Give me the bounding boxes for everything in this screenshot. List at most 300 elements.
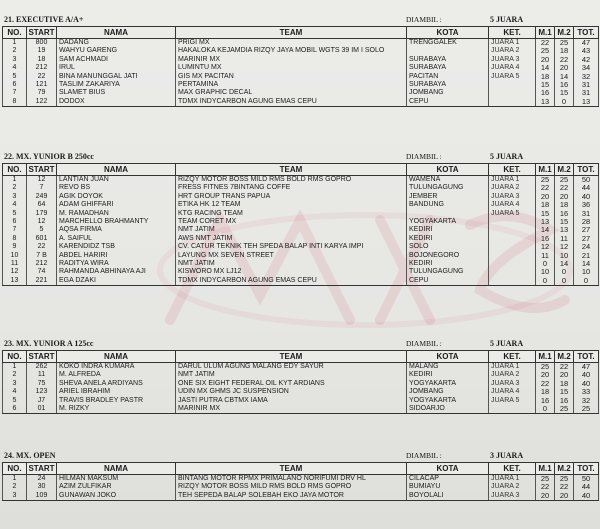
cell-nama: M. ALFREDA <box>57 371 176 379</box>
cell-start: 79 <box>27 89 57 97</box>
cell-tot: 27 <box>574 226 599 234</box>
col-tot-header: TOT. <box>574 351 599 363</box>
col-nama-header: NAMA <box>57 27 176 39</box>
cell-no: 2 <box>3 184 27 192</box>
cell-tot: 50 <box>574 475 599 484</box>
table-row <box>3 210 599 218</box>
cell-m2: 20 <box>555 371 574 379</box>
cell-ket <box>489 252 536 260</box>
cell-no: 5 <box>3 397 27 405</box>
cell-m1: 10 <box>536 268 555 276</box>
category-section-open <box>2 449 598 501</box>
cell-m2: 14 <box>555 73 574 81</box>
table-row <box>3 388 599 396</box>
cell-m2: 16 <box>555 210 574 218</box>
col-team-header: TEAM <box>176 164 407 176</box>
cell-start: 262 <box>27 363 57 372</box>
cell-no: 5 <box>3 73 27 81</box>
category-section-yunior-a <box>2 337 598 414</box>
cell-team: KISWORO MX LJ12 <box>176 268 407 276</box>
cell-m1: 20 <box>536 492 555 501</box>
cell-tot: 42 <box>574 56 599 64</box>
cell-m2: 25 <box>555 475 574 484</box>
table-row <box>3 218 599 226</box>
cell-team: DARUL ULUM AGUNG MALANG EDY SAYUR <box>176 363 407 372</box>
col-no-header: NO. <box>3 27 27 39</box>
cell-m2: 16 <box>555 397 574 405</box>
cell-team: HAKALOKA KEJAMDIA RIZQY JAYA MOBIL WGTS 39 IM I SOLO <box>176 47 407 55</box>
cell-team: AWS NMT JATIM <box>176 235 407 243</box>
cell-team: MAX GRAPHIC DECAL <box>176 89 407 97</box>
cell-start: 74 <box>27 268 57 276</box>
diambil-label: DIAMBIL : <box>406 152 442 161</box>
cell-nama: KARENDIDZ TSB <box>57 243 176 251</box>
diambil-value: 5 JUARA <box>490 339 524 348</box>
table-row <box>3 475 599 484</box>
cell-ket <box>489 405 536 414</box>
cell-no: 1 <box>3 475 27 484</box>
cell-team: LAYUNG MX SEVEN STREET <box>176 252 407 260</box>
cell-ket: JUARA 3 <box>489 492 536 501</box>
cell-nama: RAHMANDA ABHINAYA AJI <box>57 268 176 276</box>
diambil-value: 5 JUARA <box>490 15 524 24</box>
col-no-header: NO. <box>3 351 27 363</box>
cell-team: HRT GROUP TRANS PAPUA <box>176 193 407 201</box>
cell-start: 212 <box>27 260 57 268</box>
cell-m2: 18 <box>555 201 574 209</box>
cell-tot: 21 <box>574 252 599 260</box>
cell-start: 12 <box>27 176 57 185</box>
cell-nama: A. SAIFUL <box>57 235 176 243</box>
cell-ket <box>489 260 536 268</box>
cell-ket: JUARA 4 <box>489 201 536 209</box>
cell-m1: 13 <box>536 98 555 107</box>
cell-kota: CILACAP <box>407 475 489 484</box>
cell-m1: 20 <box>536 371 555 379</box>
cell-team: GIS MX PACITAN <box>176 73 407 81</box>
cell-tot: 44 <box>574 483 599 491</box>
cell-no: 13 <box>3 277 27 286</box>
col-kota-header: KOTA <box>407 463 489 475</box>
cell-nama: AQSA FIRMA <box>57 226 176 234</box>
cell-kota: TULUNGAGUNG <box>407 268 489 276</box>
cell-m1: 14 <box>536 64 555 72</box>
cell-nama: SLAMET BIUS <box>57 89 176 97</box>
results-table <box>2 163 599 286</box>
cell-start: 12 <box>27 218 57 226</box>
cell-m2: 25 <box>555 39 574 48</box>
cell-kota: KEDIRI <box>407 371 489 379</box>
cell-team: TDMX INDYCARBON AGUNG EMAS CEPU <box>176 98 407 107</box>
cell-m1: 0 <box>536 277 555 286</box>
cell-start: 121 <box>27 81 57 89</box>
cell-m2: 22 <box>555 363 574 372</box>
cell-m2: 0 <box>555 268 574 276</box>
table-row <box>3 201 599 209</box>
cell-no: 9 <box>3 243 27 251</box>
cell-ket: JUARA 5 <box>489 73 536 81</box>
col-start-header: START <box>28 352 55 361</box>
table-row <box>3 243 599 251</box>
cell-no: 11 <box>3 260 27 268</box>
cell-team: BINTANG MOTOR RPMX PRIMALANO NORIFUMI DRV HL <box>176 475 407 484</box>
cell-no: 1 <box>3 176 27 185</box>
diambil-value: 5 JUARA <box>490 152 524 161</box>
cell-start: J7 <box>27 397 57 405</box>
cell-ket <box>489 226 536 234</box>
cell-start: 22 <box>27 243 57 251</box>
cell-m1: 13 <box>536 218 555 226</box>
cell-start: 800 <box>27 39 57 48</box>
cell-m1: 16 <box>536 397 555 405</box>
cell-tot: 40 <box>574 193 599 201</box>
cell-tot: 32 <box>574 73 599 81</box>
cell-kota: JOMBANG <box>407 89 489 97</box>
table-row <box>3 268 599 276</box>
cell-m1: 20 <box>536 56 555 64</box>
cell-start: 7 <box>27 184 57 192</box>
cell-tot: 40 <box>574 492 599 501</box>
cell-no: 1 <box>3 363 27 372</box>
cell-kota: JEMBER <box>407 193 489 201</box>
cell-team: PERTAMINA <box>176 81 407 89</box>
col-no-header: NO. <box>3 164 27 176</box>
cell-kota: KEDIRI <box>407 260 489 268</box>
cell-ket <box>489 218 536 226</box>
col-start-header: START <box>28 165 55 174</box>
table-body <box>3 363 599 414</box>
cell-team: ETIKA HK 12 TEAM <box>176 201 407 209</box>
cell-kota: BANDUNG <box>407 201 489 209</box>
col-team-header: TEAM <box>176 27 407 39</box>
cell-m2: 20 <box>555 492 574 501</box>
cell-start: 123 <box>27 388 57 396</box>
table-row <box>3 89 599 97</box>
cell-nama: TASLIM ZAKARIYA <box>57 81 176 89</box>
col-tot-header: TOT. <box>574 164 599 176</box>
table-header-row <box>3 463 599 475</box>
cell-m1: 18 <box>536 201 555 209</box>
cell-start: 18 <box>27 56 57 64</box>
diambil-value: 3 JUARA <box>490 451 524 460</box>
results-table <box>2 462 599 501</box>
cell-m1: 18 <box>536 388 555 396</box>
cell-ket: JUARA 5 <box>489 210 536 218</box>
cell-kota: BOYOLALI <box>407 492 489 501</box>
cell-kota: SURABAYA <box>407 81 489 89</box>
cell-no: 4 <box>3 201 27 209</box>
cell-m2: 22 <box>555 184 574 192</box>
cell-tot: 28 <box>574 218 599 226</box>
col-nama-header: NAMA <box>57 351 176 363</box>
table-row <box>3 176 599 185</box>
cell-m2: 22 <box>555 483 574 491</box>
col-team-header: TEAM <box>176 463 407 475</box>
cell-nama: ARIEL IBRAHIM <box>57 388 176 396</box>
cell-m2: 18 <box>555 47 574 55</box>
cell-team: TEH SEPEDA BALAP SOLEBAH EKO JAYA MOTOR <box>176 492 407 501</box>
cell-m1: 15 <box>536 210 555 218</box>
cell-nama: DODOX <box>57 98 176 107</box>
cell-ket <box>489 243 536 251</box>
cell-ket <box>489 235 536 243</box>
col-kota-header: KOTA <box>407 27 489 39</box>
table-row <box>3 47 599 55</box>
section-title: 24. MX. OPEN <box>4 451 56 460</box>
table-row <box>3 98 599 107</box>
cell-team: ONE SIX EIGHT FEDERAL OIL KYT ARDIANS <box>176 380 407 388</box>
cell-start: 7 B <box>27 252 57 260</box>
section-header <box>2 337 598 350</box>
cell-tot: 40 <box>574 371 599 379</box>
cell-no: 4 <box>3 388 27 396</box>
cell-tot: 47 <box>574 39 599 48</box>
cell-m1: 22 <box>536 39 555 48</box>
cell-m1: 22 <box>536 483 555 491</box>
cell-team: FRESS FITNES 7BINTANG COFFE <box>176 184 407 192</box>
table-row <box>3 235 599 243</box>
cell-tot: 33 <box>574 388 599 396</box>
col-ket-header: KET. <box>489 27 536 39</box>
cell-nama: DADANG <box>57 39 176 48</box>
cell-m1: 0 <box>536 260 555 268</box>
col-m1-header: M.1 <box>536 164 555 176</box>
cell-team: NMT JATIM <box>176 371 407 379</box>
cell-no: 3 <box>3 492 27 501</box>
cell-start: 212 <box>27 64 57 72</box>
diambil-label: DIAMBIL : <box>406 451 442 460</box>
cell-tot: 32 <box>574 397 599 405</box>
cell-m2: 12 <box>555 243 574 251</box>
cell-nama: HILMAN MAKSUM <box>57 475 176 484</box>
cell-kota: SURABAYA <box>407 64 489 72</box>
cell-ket: JUARA 4 <box>489 388 536 396</box>
cell-tot: 13 <box>574 98 599 107</box>
cell-no: 10 <box>3 252 27 260</box>
cell-kota: SOLO <box>407 243 489 251</box>
cell-no: 4 <box>3 64 27 72</box>
cell-team: RIZQY MOTOR BOSS MILD RMS BOLD RMS GOPRO <box>176 483 407 491</box>
cell-m1: 16 <box>536 235 555 243</box>
cell-ket <box>489 81 536 89</box>
cell-ket: JUARA 3 <box>489 380 536 388</box>
cell-no: 3 <box>3 56 27 64</box>
cell-m1: 14 <box>536 226 555 234</box>
cell-tot: 27 <box>574 235 599 243</box>
cell-nama: AZIM ZULFIKAR <box>57 483 176 491</box>
cell-ket <box>489 89 536 97</box>
cell-start: 249 <box>27 193 57 201</box>
cell-m1: 0 <box>536 405 555 414</box>
cell-kota: KEDIRI <box>407 235 489 243</box>
cell-no: 7 <box>3 226 27 234</box>
cell-nama: KOKO INDRA KUMARA <box>57 363 176 372</box>
cell-team: TDMX INDYCARBON AGUNG EMAS CEPU <box>176 277 407 286</box>
results-table <box>2 350 599 414</box>
cell-tot: 50 <box>574 176 599 185</box>
cell-m2: 10 <box>555 252 574 260</box>
cell-kota: YOGYAKARTA <box>407 218 489 226</box>
cell-m1: 18 <box>536 73 555 81</box>
table-row <box>3 226 599 234</box>
cell-tot: 36 <box>574 201 599 209</box>
cell-start: 5 <box>27 226 57 234</box>
cell-nama: SHEVA ANELA ARDIYANS <box>57 380 176 388</box>
cell-no: 8 <box>3 98 27 107</box>
cell-ket: JUARA 3 <box>489 193 536 201</box>
cell-m2: 15 <box>555 388 574 396</box>
cell-m1: 22 <box>536 380 555 388</box>
cell-m1: 25 <box>536 176 555 185</box>
cell-kota: WAMENA <box>407 176 489 185</box>
section-title: 22. MX. YUNIOR B 250cc <box>4 152 94 161</box>
cell-tot: 31 <box>574 89 599 97</box>
cell-tot: 10 <box>574 268 599 276</box>
cell-ket <box>489 268 536 276</box>
table-row <box>3 363 599 372</box>
cell-ket: JUARA 1 <box>489 475 536 484</box>
cell-start: 221 <box>27 277 57 286</box>
cell-nama: MARCHELLO BRAHMANTY <box>57 218 176 226</box>
section-title: 21. EXECUTIVE A/A+ <box>4 15 84 24</box>
cell-ket <box>489 277 536 286</box>
table-row <box>3 397 599 405</box>
cell-tot: 25 <box>574 405 599 414</box>
table-row <box>3 184 599 192</box>
table-row <box>3 371 599 379</box>
table-row <box>3 277 599 286</box>
cell-m1: 25 <box>536 47 555 55</box>
cell-start: 11 <box>27 371 57 379</box>
cell-start: 109 <box>27 492 57 501</box>
cell-kota: BOJONEGORO <box>407 252 489 260</box>
col-start-header: START <box>28 464 55 473</box>
col-ket-header: KET. <box>489 351 536 363</box>
cell-start: 24 <box>27 475 57 484</box>
cell-no: 2 <box>3 47 27 55</box>
cell-ket <box>489 98 536 107</box>
cell-m1: 20 <box>536 193 555 201</box>
cell-team: CV. CATUR TEKNIK TEH SPEDA BALAP INTI KARYA IMPI <box>176 243 407 251</box>
col-m2-header: M.2 <box>555 463 574 475</box>
cell-tot: 43 <box>574 47 599 55</box>
cell-kota: CEPU <box>407 98 489 107</box>
table-body <box>3 475 599 501</box>
cell-m1: 15 <box>536 81 555 89</box>
cell-m2: 15 <box>555 218 574 226</box>
cell-team: NMT JATIM <box>176 260 407 268</box>
cell-team: NMT JATIM <box>176 226 407 234</box>
col-tot-header: TOT. <box>574 463 599 475</box>
cell-nama: BINA MANUNGGAL JATI <box>57 73 176 81</box>
cell-m1: 22 <box>536 184 555 192</box>
cell-tot: 0 <box>574 277 599 286</box>
cell-m2: 14 <box>555 260 574 268</box>
section-header <box>2 150 598 163</box>
cell-kota: BUMIAYU <box>407 483 489 491</box>
cell-ket: JUARA 1 <box>489 363 536 372</box>
cell-ket: JUARA 5 <box>489 397 536 405</box>
cell-start: 75 <box>27 380 57 388</box>
cell-ket: JUARA 2 <box>489 483 536 491</box>
cell-m1: 16 <box>536 89 555 97</box>
col-no-header: NO. <box>3 463 27 475</box>
col-kota-header: KOTA <box>407 164 489 176</box>
col-start-header: START <box>28 28 55 37</box>
cell-m2: 16 <box>555 81 574 89</box>
col-m2-header: M.2 <box>555 164 574 176</box>
cell-no: 3 <box>3 193 27 201</box>
cell-m2: 15 <box>555 89 574 97</box>
cell-kota: JOMBANG <box>407 388 489 396</box>
cell-nama: ADAM GHIFFARI <box>57 201 176 209</box>
cell-no: 3 <box>3 380 27 388</box>
diambil-label: DIAMBIL : <box>406 339 442 348</box>
table-row <box>3 56 599 64</box>
cell-team: PRIGI MX <box>176 39 407 48</box>
cell-nama: M. RAMADHAN <box>57 210 176 218</box>
table-row <box>3 492 599 501</box>
table-header-row <box>3 164 599 176</box>
cell-tot: 34 <box>574 64 599 72</box>
category-section-yunior-b <box>2 150 598 286</box>
cell-no: 7 <box>3 89 27 97</box>
cell-nama: WAHYU GARENG <box>57 47 176 55</box>
cell-nama: M. RIZKY <box>57 405 176 414</box>
table-row <box>3 64 599 72</box>
cell-ket: JUARA 2 <box>489 47 536 55</box>
section-title: 23. MX. YUNIOR A 125cc <box>4 339 94 348</box>
table-row <box>3 73 599 81</box>
cell-tot: 44 <box>574 184 599 192</box>
col-nama-header: NAMA <box>57 463 176 475</box>
cell-nama: GUNAWAN JOKO <box>57 492 176 501</box>
results-table <box>2 26 599 107</box>
cell-start: 64 <box>27 201 57 209</box>
cell-start: 19 <box>27 47 57 55</box>
cell-m1: 11 <box>536 252 555 260</box>
col-m1-header: M.1 <box>536 27 555 39</box>
cell-kota <box>407 47 489 55</box>
cell-start: 01 <box>27 405 57 414</box>
cell-team: MARINIR MX <box>176 405 407 414</box>
table-body <box>3 39 599 107</box>
cell-kota: YOGYAKARTA <box>407 397 489 405</box>
table-row <box>3 81 599 89</box>
cell-tot: 31 <box>574 210 599 218</box>
cell-kota: PACITAN <box>407 73 489 81</box>
col-kota-header: KOTA <box>407 351 489 363</box>
cell-no: 1 <box>3 39 27 48</box>
cell-kota: MALANG <box>407 363 489 372</box>
cell-m2: 20 <box>555 193 574 201</box>
cell-m1: 25 <box>536 363 555 372</box>
cell-m2: 11 <box>555 235 574 243</box>
cell-team: RIZQY MOTOR BOSS MILD RMS BOLD RMS GOPRO <box>176 176 407 185</box>
cell-m2: 0 <box>555 98 574 107</box>
table-row <box>3 193 599 201</box>
cell-tot: 31 <box>574 81 599 89</box>
cell-team: KTG RACING TEAM <box>176 210 407 218</box>
cell-start: 179 <box>27 210 57 218</box>
cell-m2: 25 <box>555 405 574 414</box>
cell-nama: RADITYA WIRA <box>57 260 176 268</box>
cell-no: 2 <box>3 371 27 379</box>
cell-ket: JUARA 4 <box>489 64 536 72</box>
cell-no: 2 <box>3 483 27 491</box>
cell-ket: JUARA 2 <box>489 184 536 192</box>
cell-nama: REVO BS <box>57 184 176 192</box>
